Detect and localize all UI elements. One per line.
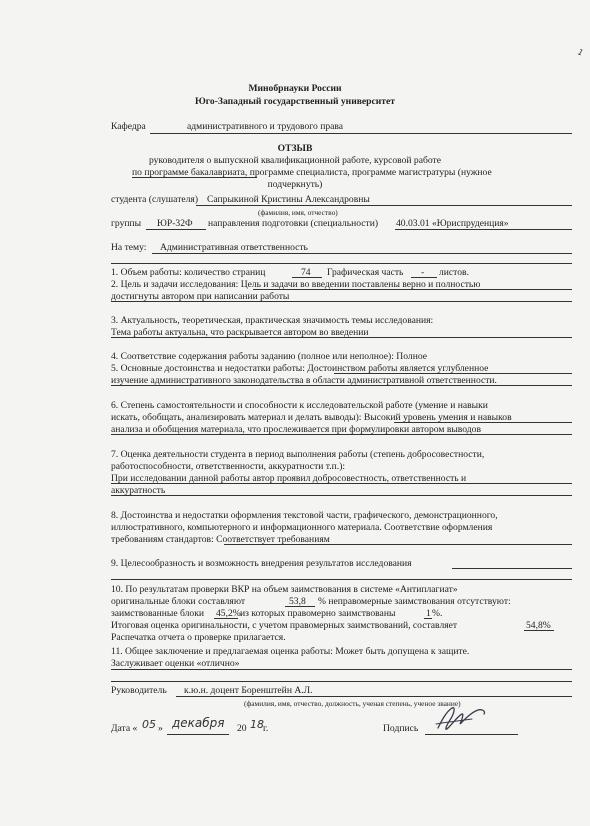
item11-underline-1 [111, 669, 572, 670]
direction-value: 40.03.01 «Юриспруденция» [396, 218, 509, 229]
item7-line4: аккуратность [111, 485, 166, 496]
item5-line2: изучение административного законодательства в области административной ответственности. [111, 375, 497, 386]
item8-line1: 8. Достоинства и недостатки оформления текстовой части, графического, демонстрационного, [111, 510, 498, 521]
item1-graphic-underline [411, 277, 437, 278]
item10-total-underline [524, 630, 554, 631]
item2-line2: достигнуты автором при написании работы [111, 291, 290, 302]
date-month: декабря [172, 716, 225, 730]
supervisor-underline [176, 696, 572, 697]
item10-total-value: 54,8% [526, 620, 551, 631]
item6-underline-1 [394, 422, 572, 423]
item6-line1: 6. Степень самостоятельности и способности к исследовательской работе (умение и навыки [111, 400, 488, 411]
item7-line1: 7. Оценка деятельности студента в период выполнения работы (степень добросовестности, [111, 449, 485, 460]
item10-line5: Распечатка отчета о проверке прилагается. [111, 632, 286, 643]
item9-underline-1 [452, 568, 572, 569]
supervisor-label: Руководитель [111, 685, 167, 696]
item1-pages: 74 [301, 267, 311, 278]
supervisor-value: к.ю.н. доцент Боренштейн А.Л. [184, 685, 313, 696]
item2-underline-2 [111, 301, 572, 302]
item7-line2: работоспособности, ответственности, аккуратности т.п.): [111, 461, 346, 472]
signature-label: Подпись [383, 723, 419, 734]
item10-total-label: Итоговая оценка оригинальности, с учетом правомерных заимствований, составляет [111, 620, 458, 631]
item1-graphic-value: - [421, 267, 425, 278]
subtitle-line-2: по программе бакалавриата, программе специалиста, программе магистратуры (нужное [132, 167, 492, 178]
department-label: Кафедра [111, 121, 146, 132]
direction-label: направления подготовки (специальности) [208, 218, 379, 229]
item10-original-label: оригинальные блоки составляют [111, 596, 246, 607]
subtitle-line-1: руководителя о выпускной квалификационной работе, курсовой работе [149, 155, 441, 166]
item10-legit-underline [424, 618, 432, 619]
department-value: административного и трудового права [187, 121, 344, 132]
item3-line2: Тема работы актуальна, что раскрывается автором во введении [111, 327, 369, 338]
item7-underline-1 [111, 483, 572, 484]
date-day: 05 [142, 718, 156, 731]
item2-line1: 2. Цель и задачи исследования: Цель и задачи во введении поставлены верно и полностью [111, 279, 481, 290]
topic-underline-2 [111, 263, 572, 264]
department-underline [150, 133, 572, 134]
item2-underline-1 [253, 289, 572, 290]
item1-sheets: листов. [439, 267, 469, 278]
item9-underline-2 [111, 579, 572, 580]
topic-label: На тему: [111, 242, 147, 253]
ministry-title: Минобрнауки России [248, 83, 342, 94]
date-year: 18 [250, 718, 264, 731]
student-caption: (фамилия, имя, отчество) [258, 208, 338, 217]
item10-legit-label: из которых правомерно заимствованы [240, 608, 396, 619]
item3-line1: 3. Актуальность, теоретическая, практическая значимость темы исследования: [111, 315, 434, 326]
topic-underline [152, 253, 572, 254]
date-sep: » [158, 723, 163, 734]
item10-original-underline [285, 606, 315, 607]
group-underline [146, 229, 206, 230]
item10-borrowed-value: 45,2% [216, 608, 241, 619]
item6-underline-2 [111, 434, 572, 435]
item8-line2: иллюстративного, компьютерного и информационного материала. Соответствие оформления [111, 522, 493, 533]
item7-line3: При исследовании данной работы автор проявил добросовестность, ответственность и [111, 473, 467, 484]
item11-underline-2 [111, 681, 572, 682]
item1-graphic-label: Графическая часть [327, 267, 404, 278]
item1-text: 1. Объем работы: количество страниц [111, 267, 266, 278]
group-label: группы [111, 218, 142, 229]
item10-legit-tail: %. [432, 608, 443, 619]
student-name: Сапрыкиной Кристины Александровны [207, 194, 370, 205]
date-month-underline [167, 734, 229, 735]
item3-underline [111, 337, 572, 338]
topic-value: Административная ответственность [160, 242, 308, 253]
item5-underline-2 [111, 385, 572, 386]
item11-line2: Заслуживает оценки «отлично» [111, 658, 240, 669]
item6-line2: искать, обобщать, анализировать материал и делать выводы): Высокий уровень умения и навыков [111, 412, 512, 423]
item5-line1: 5. Основные достоинства и недостатки работы: Достоинством работы является углубленное [111, 363, 489, 374]
student-label: студента (слушателя) [111, 194, 199, 205]
university-title: Юго-Западный государственный университет [195, 96, 395, 107]
item11-line1: 11. Общее заключение и предлагаемая оценка работы: Может быть допущена к защите. [111, 646, 470, 657]
signature-image [432, 702, 490, 736]
item8-line3: требованиям стандартов: Соответствует требованиям [111, 534, 330, 545]
date-suffix: г. [263, 723, 269, 734]
corner-mark: 1 [576, 47, 585, 58]
subtitle-line-3: подчеркнуть) [267, 179, 323, 190]
item5-underline-1 [334, 373, 572, 374]
item10-borrowed-underline [214, 618, 238, 619]
group-value: ЮР-32Ф [157, 218, 193, 229]
item6-line3: анализа и обобщения материала, что прослеживается при формулировки автором выводов [111, 424, 481, 435]
item10-line1: 10. По результатам проверки ВКР на объем заимствования в системе «Антиплагиат» [111, 584, 458, 595]
supervisor-caption: (фамилия, имя, отчество, должность, ученая степень, ученое звание) [244, 699, 461, 708]
document-title: ОТЗЫВ [277, 143, 313, 154]
item10-original-value: 53,8 [289, 596, 306, 607]
direction-underline [395, 229, 572, 230]
date-year-prefix: 20 [237, 723, 247, 734]
item7-underline-2 [111, 495, 572, 496]
item1-pages-underline [292, 277, 322, 278]
item10-borrowed-label: заимствованные блоки [111, 608, 205, 619]
subtitle-underline [132, 177, 257, 178]
date-label: Дата « [111, 723, 138, 734]
item4-line1: 4. Соответствие содержания работы заданию (полное или неполное): Полное [111, 351, 427, 362]
student-underline [196, 205, 572, 206]
item10-legit-value: 1 [426, 608, 431, 619]
item10-original-tail: % неправомерные заимствования отсутствуют: [318, 596, 511, 607]
item8-underline [224, 544, 572, 545]
item9-line1: 9. Целесообразность и возможность внедрения результатов исследования [111, 558, 412, 569]
